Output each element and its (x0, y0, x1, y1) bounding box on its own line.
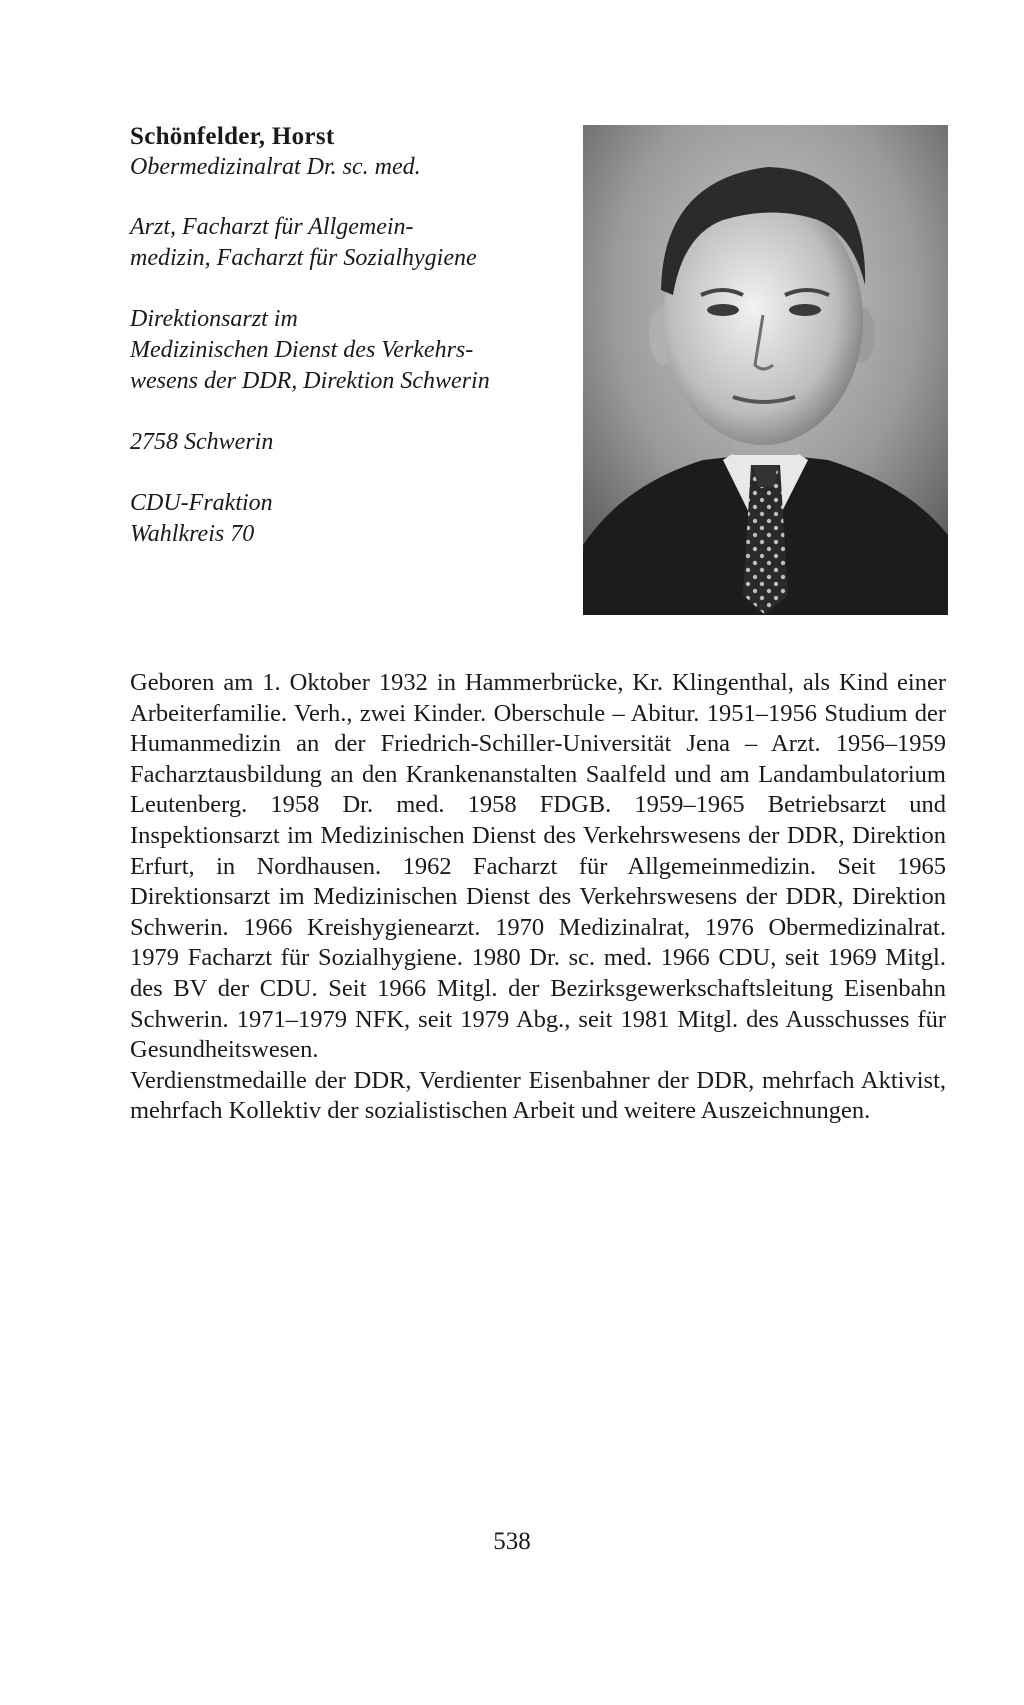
portrait-photo (583, 125, 948, 615)
entry-header (130, 122, 560, 550)
position-line: Direktionsarzt im (130, 306, 298, 332)
constituency-line: Wahlkreis 70 (130, 521, 255, 547)
biography-paragraph: Geboren am 1. Oktober 1932 in Hammerbrücke, Kr. Klingenthal, als Kind einer Arbeiterfamilie. Verh., zwei Kinder. Oberschule – Abitur. 1951–1956 Studium der Humanmedizin an der Friedrich-Schiller-Universität Jena – Arzt. 1956–1959 Facharztausbildung an den Krankenanstalten Saalfeld und am Landambulatorium Leutenberg. 1958 Dr. med. 1958 FDGB. 1959–1965 Betriebsarzt und Inspektionsarzt im Medizinischen Dienst des Verkehrswesens der DDR, Direktion Erfurt, in Nordhausen. 1962 Facharzt für Allgemeinmedizin. Seit 1965 Direktionsarzt im Medizinischen Dienst des Verkehrswesens der DDR, Direktion Schwerin. 1966 Kreishygienearzt. 1970 Medizinalrat, 1976 Obermedizinalrat. 1979 Facharzt für Sozialhygiene. 1980 Dr. sc. med. 1966 CDU, seit 1969 Mitgl. des BV der CDU. Seit 1966 Mitgl. der Bezirksgewerkschaftsleitung Eisenbahn Schwerin. 1971–1979 NFK, seit 1979 Abg., seit 1981 Mitgl. des Ausschusses für Gesundheitswesen. (130, 669, 946, 1064)
profession-block (130, 212, 560, 274)
position-block (130, 304, 560, 397)
person-name: Schönfelder, Horst (130, 123, 335, 150)
address-line: 2758 Schwerin (130, 429, 274, 455)
position-line: wesens der DDR, Direktion Schwerin (130, 368, 490, 394)
biography (130, 668, 946, 1127)
person-title: Obermedizinalrat Dr. sc. med. (130, 154, 421, 180)
faction-block (130, 488, 560, 550)
address-block (130, 427, 560, 458)
position-line: Medizinischen Dienst des Verkehrs- (130, 337, 474, 363)
page-number: 538 (493, 1528, 531, 1555)
profession-line: medizin, Facharzt für Sozialhygiene (130, 245, 477, 271)
portrait-photo-icon (583, 125, 948, 615)
faction-line: CDU-Fraktion (130, 490, 273, 516)
profession-line: Arzt, Facharzt für Allgemein- (130, 214, 414, 240)
awards-paragraph: Verdienstmedaille der DDR, Verdienter Eisenbahner der DDR, mehrfach Aktivist, mehrfach Kollektiv der sozialistischen Arbeit und weitere Auszeichnungen. (130, 1066, 946, 1125)
